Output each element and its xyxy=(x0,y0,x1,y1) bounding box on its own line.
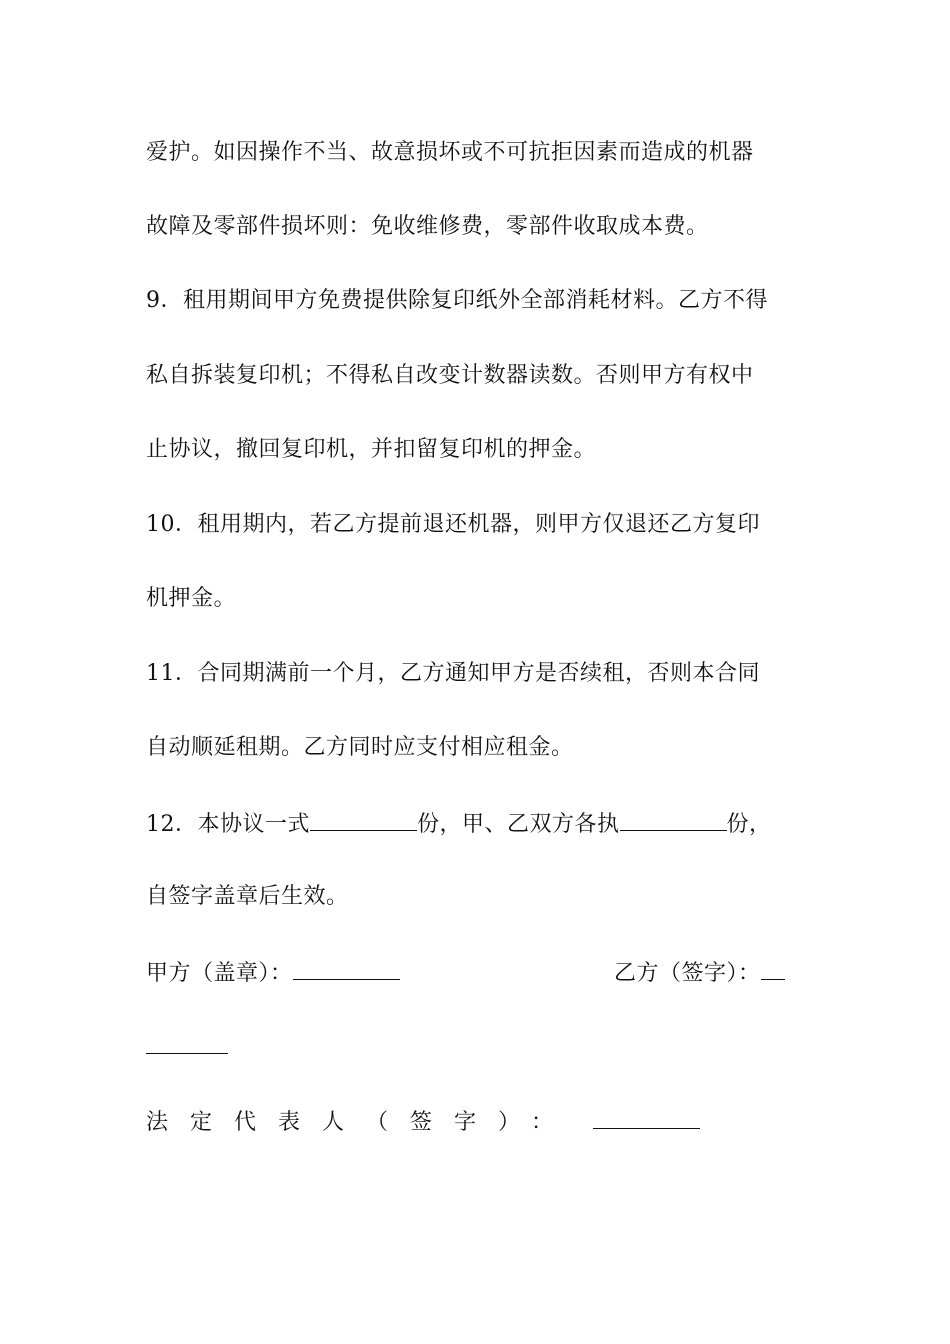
clause-10-line-2: 机押金。 xyxy=(146,586,237,611)
party-b-blank-continuation[interactable] xyxy=(146,1031,228,1054)
clause-12-text-a: 12．本协议一式 xyxy=(146,812,310,837)
clause-11-line-2: 自动顺延租期。乙方同时应支付相应租金。 xyxy=(146,735,574,760)
clause-9-line-3: 止协议，撤回复印机，并扣留复印机的押金。 xyxy=(146,437,597,462)
legal-rep-label: 法定代表人（签字）： xyxy=(146,1110,576,1135)
copies-total-blank[interactable] xyxy=(310,808,417,831)
text-line-1: 爱护。如因操作不当、故意损坏或不可抗拒因素而造成的机器 xyxy=(146,140,754,165)
clause-12-line-2: 自签字盖章后生效。 xyxy=(146,884,349,909)
clause-9-line-1: 9．租用期间甲方免费提供除复印纸外全部消耗材料。乙方不得 xyxy=(146,288,768,313)
party-b-blank[interactable] xyxy=(761,957,785,980)
party-b-blank-continued xyxy=(146,1031,228,1063)
legal-rep-blank[interactable] xyxy=(593,1106,700,1129)
clause-12-text-b: 份，甲、乙双方各执 xyxy=(417,812,620,837)
party-b-label: 乙方（签字）： xyxy=(614,961,761,986)
clause-9-line-2: 私自拆装复印机；不得私自改变计数器读数。否则甲方有权中 xyxy=(146,363,754,388)
clause-12-line-1 xyxy=(146,808,772,840)
clause-11-line-1: 11．合同期满前一个月，乙方通知甲方是否续租，否则本合同 xyxy=(146,661,760,686)
party-b-signature-line xyxy=(614,957,785,989)
text-line-2: 故障及零部件损坏则：免收维修费，零部件收取成本费。 xyxy=(146,214,709,239)
legal-rep-signature-line xyxy=(146,1106,700,1138)
clause-10-line-1: 10．租用期内，若乙方提前退还机器，则甲方仅退还乙方复印 xyxy=(146,512,760,537)
copies-each-blank[interactable] xyxy=(620,808,727,831)
party-a-label: 甲方（盖章）： xyxy=(146,961,293,986)
party-a-signature-line xyxy=(146,957,400,989)
clause-12-text-c: 份， xyxy=(726,812,772,837)
party-a-blank[interactable] xyxy=(293,957,400,980)
